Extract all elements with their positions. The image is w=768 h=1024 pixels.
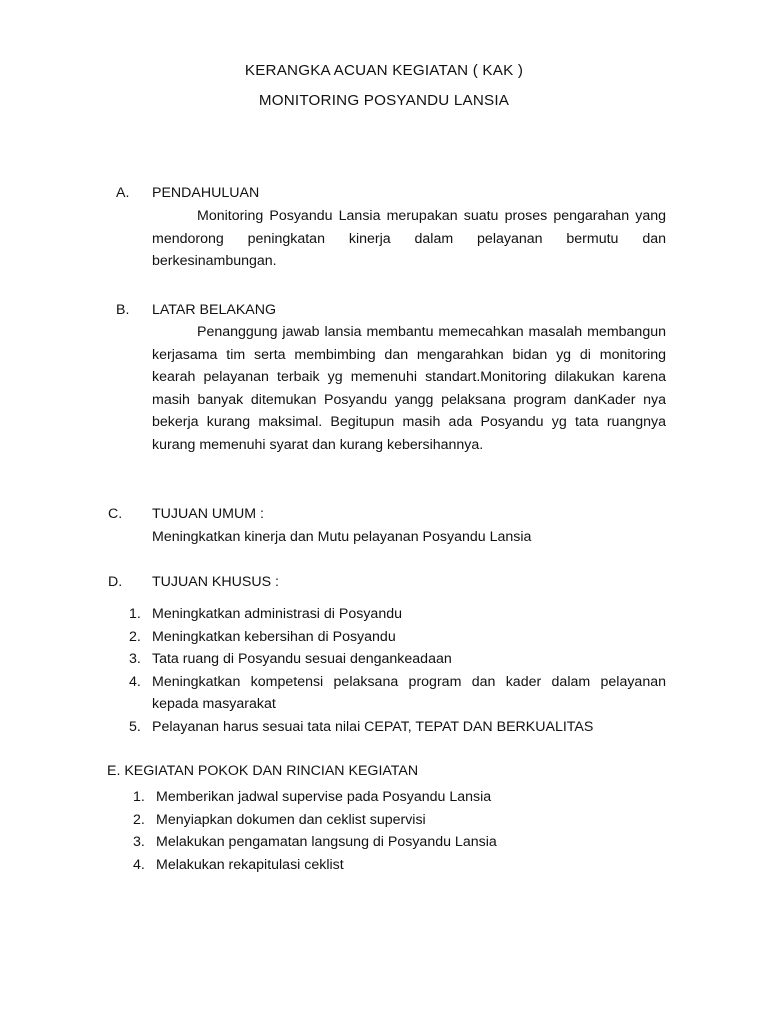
section-e-list xyxy=(133,786,666,876)
list-item xyxy=(133,786,666,809)
section-d-list xyxy=(129,603,666,739)
list-item xyxy=(129,671,666,716)
list-item-number: 1. xyxy=(133,789,145,805)
list-item-number: 3. xyxy=(129,651,141,668)
list-item-number: 4. xyxy=(129,673,141,690)
section-c-heading: TUJUAN UMUM : xyxy=(152,506,264,522)
list-item-number: 4. xyxy=(133,856,145,873)
list-item-text: Melakukan pengamatan langsung di Posyandu Lansia xyxy=(156,834,497,851)
list-item-text: Tata ruang di Posyandu sesuai dengankeadaan xyxy=(152,651,452,668)
list-item-text: Pelayanan harus sesuai tata nilai CEPAT, TEPAT DAN BERKUALITAS xyxy=(152,718,594,735)
list-item-text: Meningkatkan kompetensi pelaksana program dan kader dalam pelayanan kepada masyarakat xyxy=(152,673,666,713)
section-b-label: B. xyxy=(116,302,130,318)
list-item-text: Meningkatkan administrasi di Posyandu xyxy=(152,606,402,622)
section-a-label: A. xyxy=(116,185,130,201)
list-item-number: 5. xyxy=(129,718,141,735)
section-d-label: D. xyxy=(108,574,123,590)
list-item-number: 1. xyxy=(129,606,141,622)
list-item-number: 3. xyxy=(133,834,145,851)
section-a-heading: PENDAHULUAN xyxy=(152,185,260,201)
list-item xyxy=(133,809,666,832)
section-a-body: Monitoring Posyandu Lansia merupakan suatu proses pengarahan yang mendorong peningkatan kinerja dalam pelayanan bermutu dan berkesinambungan. xyxy=(152,208,666,270)
list-item-text: Memberikan jadwal supervise pada Posyandu Lansia xyxy=(156,789,492,805)
document-subtitle: MONITORING POSYANDU LANSIA xyxy=(258,92,510,109)
section-d-heading: TUJUAN KHUSUS : xyxy=(152,574,279,590)
list-item xyxy=(133,854,666,877)
list-item xyxy=(129,626,666,649)
list-item-text: Meningkatkan kebersihan di Posyandu xyxy=(152,628,396,645)
list-item xyxy=(129,648,666,671)
section-e-heading: E. KEGIATAN POKOK DAN RINCIAN KEGIATAN xyxy=(107,763,419,779)
list-item-text: Melakukan rekapitulasi ceklist xyxy=(156,856,344,873)
section-c-body: Meningkatkan kinerja dan Mutu pelayanan Posyandu Lansia xyxy=(152,529,532,545)
document-title: KERANGKA ACUAN KEGIATAN ( KAK ) xyxy=(244,62,524,79)
list-item-number: 2. xyxy=(133,811,145,828)
section-b-heading: LATAR BELAKANG xyxy=(152,302,277,318)
list-item-text: Menyiapkan dokumen dan ceklist supervisi xyxy=(156,811,426,828)
section-b-body: Penanggung jawab lansia membantu memecahkan masalah membangun kerjasama tim serta membimbing dan mengarahkan bidan yg di monitoring kearah pelayanan terbaik yg memenuhi standart.Monitoring dilakukan karena masih banyak ditemukan Posyandu yangg pelaksana program danKader nya bekerja kurang maksimal. Begitupun masih ada Posyandu yg tata ruangnya kurang memenuhi syarat dan kurang kebersihannya. xyxy=(152,324,666,453)
list-item-number: 2. xyxy=(129,628,141,645)
section-c-label: C. xyxy=(108,506,123,522)
list-item xyxy=(133,831,666,854)
list-item xyxy=(129,603,666,626)
list-item xyxy=(129,716,666,739)
